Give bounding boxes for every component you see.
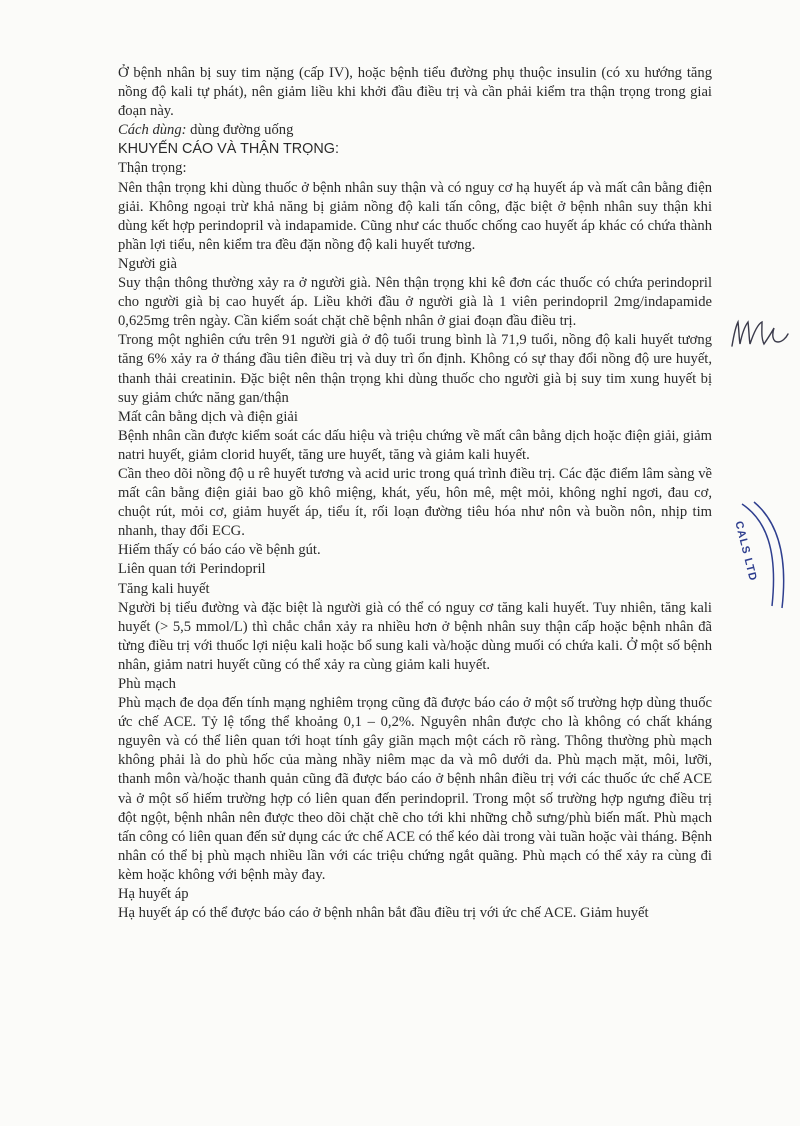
usage-value: dùng đường uống xyxy=(190,122,294,139)
paragraph-hypotension: Hạ huyết áp có thể được báo cáo ở bệnh nhân bắt đầu điều trị với ức chế ACE. Giảm huyết xyxy=(118,905,649,922)
paragraph-elderly-2: Trong một nghiên cứu trên 91 người già ở độ tuổi trung bình là 71,9 tuổi, nồng độ kali huyết tương tăng 6% xảy ra ở tháng đầu tiên điều trị và duy trì ổn định. Không có sự thay đổi nồng độ ure huyết, thanh thải creatinin. Đặc biệt nên thận trọng khi dùng thuốc cho người già bị suy tim xung huyết bị suy giảm chức năng gan/thận xyxy=(118,332,712,406)
paragraph-fluid-2: Cần theo dõi nồng độ u rê huyết tương và acid uric trong quá trình điều trị. Các đặc điểm lâm sàng về mất cân bằng điện giải bao gồ khô miệng, khát, yếu, hôn mê, mệt mỏi, không nghỉ ngơi, đau cơ, chuột rút, mỏi cơ, giảm huyết áp, tiểu ít, rối loạn đường tiêu hóa như nôn và buồn nôn, nhịp tim nhanh, thay đổi ECG. xyxy=(118,465,712,540)
paragraph-elderly-1: Suy thận thông thường xảy ra ở người già. Nên thận trọng khi kê đơn các thuốc có chứa perindopril cho người già bị cao huyết áp. Liều khởi đầu ở người già là 1 viên perindopril 2mg/indapamide 0,625mg trên ngày. Cần kiểm soát chặt chẽ bệnh nhân ở giai đoạn đầu điều trị. xyxy=(118,275,712,330)
section-heading-warnings: KHUYẾN CÁO VÀ THẬN TRỌNG: xyxy=(118,141,339,158)
paragraph-fluid-1: Bệnh nhân cần được kiểm soát các dấu hiệu và triệu chứng về mất cân bằng dịch hoặc điện giải, giảm natri huyết, giảm clorid huyết, tăng ure huyết, tăng và giảm kali huyết. xyxy=(118,427,712,463)
document-body xyxy=(118,64,712,923)
paragraph-hyperkalemia: Người bị tiểu đường và đặc biệt là người già có thể có nguy cơ tăng kali huyết. Tuy nhiên, tăng kali huyết (> 5,5 mmol/L) thì chắc chắn xảy ra nhiều hơn ở bệnh nhân suy thận cấp hoặc bệnh nhân đã từng điều trị với thuốc lợi niệu kali hoặc bổ sung kali và/hoặc dùng muối có chứa kali. Ở một số bệnh nhân, giảm natri huyết cũng có thể xảy ra cùng giảm kali huyết. xyxy=(118,599,712,673)
subheading-fluid-electrolyte: Mất cân bằng dịch và điện giải xyxy=(118,408,298,425)
paragraph-gout: Hiếm thấy có báo cáo về bệnh gút. xyxy=(118,542,321,559)
subheading-elderly: Người già xyxy=(118,255,177,272)
usage-line xyxy=(118,121,712,140)
paragraph-caution: Nên thận trọng khi dùng thuốc ở bệnh nhân suy thận và có nguy cơ hạ huyết áp và mất cân bằng điện giải. Không ngoại trừ khả năng bị giảm nồng độ kali tấn công, đặc biệt ở bệnh nhân suy thận khi dùng kết hợp perindopril và indapamide. Cũng như các thuốc chống cao huyết áp khác có chứa thành phần lợi tiểu, nên kiểm tra đều đặn nồng độ kali huyết tương. xyxy=(118,179,712,253)
handwritten-signature xyxy=(728,316,792,352)
paragraph-angioedema: Phù mạch đe dọa đến tính mạng nghiêm trọng cũng đã được báo cáo ở một số trường hợp dùng thuốc ức chế ACE. Tỷ lệ tổng thể khoảng 0,1 – 0,2%. Nguyên nhân được cho là không có chất kháng nguyên và có thể liên quan tới hoạt tính gây giãn mạch một cách rõ ràng. Thông thường phù mạch không phải là do phù hốc của màng nhầy niêm mạc da và mô dưới da. Phù mạch mặt, môi, lưỡi, thanh môn và/hoặc thanh quản cũng đã được báo cáo ở bệnh nhân điều trị với các thuốc ức chế ACE và ở một số hiếm trường hợp có liên quan đến perindopril. Trong một số trường hợp ngưng điều trị đột ngột, bệnh nhân nên được theo dõi chặt chẽ cho tới khi những chỗ sưng/phù biến mất. Phù mạch tấn công có liên quan đến sử dụng các ức chế ACE có thể kéo dài trong vài tuần hoặc vài tháng. Bệnh nhân có thể bị phù mạch nhiều lần với các triệu chứng ngắt quãng. Phù mạch có thể xảy ra cùng đi kèm hoặc không với bệnh mày đay. xyxy=(118,695,712,883)
subheading-caution: Thận trọng: xyxy=(118,160,187,177)
stamp-text: CALS LTD xyxy=(732,520,759,583)
subheading-hyperkalemia: Tăng kali huyết xyxy=(118,580,210,597)
usage-label: Cách dùng: xyxy=(118,122,187,139)
company-stamp xyxy=(732,500,786,610)
subheading-angioedema: Phù mạch xyxy=(118,676,176,692)
paragraph-heart-failure: Ở bệnh nhân bị suy tim nặng (cấp IV), hoặc bệnh tiểu đường phụ thuộc insulin (có xu hướng tăng nồng độ kali tự phát), nên giảm liều khi khởi đầu điều trị và cần phải kiểm tra thận trọng trong giai đoạn này. xyxy=(118,65,712,120)
subheading-hypotension: Hạ huyết áp xyxy=(118,886,189,903)
subheading-perindopril: Liên quan tới Perindopril xyxy=(118,561,266,578)
